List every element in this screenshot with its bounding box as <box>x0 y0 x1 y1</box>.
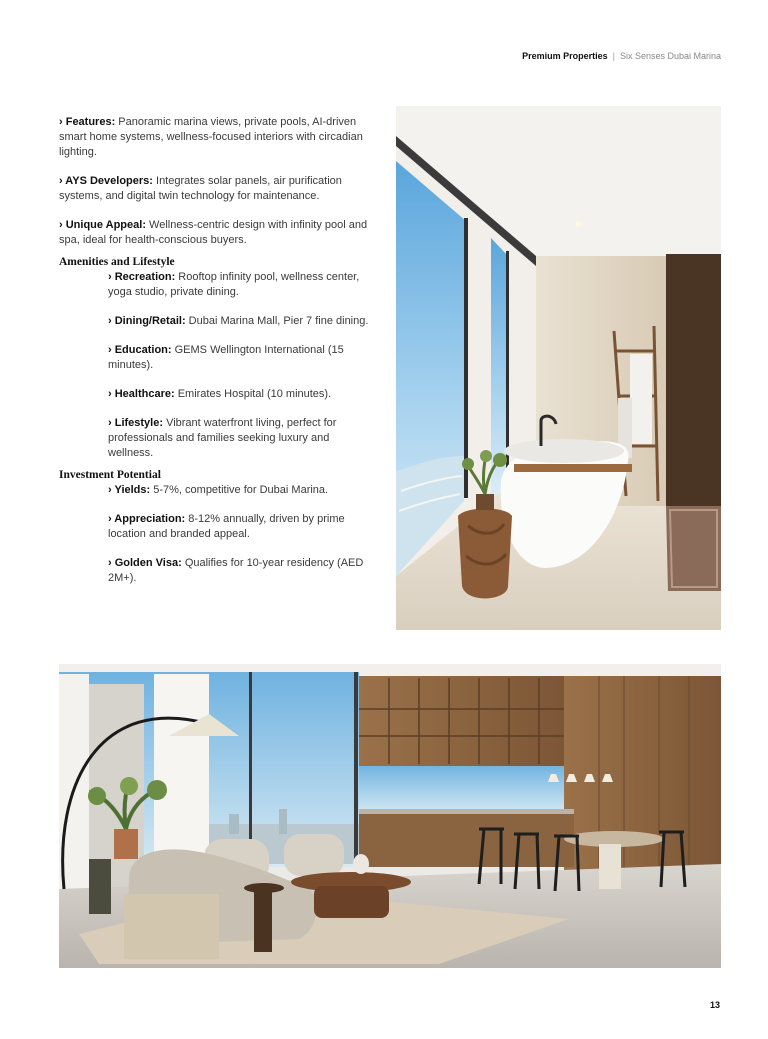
item-label: › Healthcare: <box>108 388 175 400</box>
developer-paragraph <box>59 174 371 204</box>
bathroom-photo <box>396 106 721 630</box>
item-label: › Yields: <box>108 484 151 496</box>
amenities-list <box>59 270 371 461</box>
feature-label: › Features: <box>59 116 116 128</box>
living-room-illustration <box>59 664 721 968</box>
appeal-paragraph <box>59 218 371 248</box>
item-text: 8-12% annually, driven by prime location and branded appeal. <box>108 513 345 540</box>
item-text: 5-7%, competitive for Dubai Marina. <box>150 484 329 496</box>
developer-label: › AYS Developers: <box>59 175 153 187</box>
list-item <box>108 416 371 461</box>
running-header <box>522 51 721 61</box>
item-label: › Golden Visa: <box>108 557 182 569</box>
header-project: Six Senses Dubai Marina <box>619 51 721 61</box>
text-column <box>59 115 371 600</box>
appeal-label: › Unique Appeal: <box>59 219 146 231</box>
feature-paragraph <box>59 115 371 160</box>
page-number: 13 <box>709 1000 720 1010</box>
item-label: › Dining/Retail: <box>108 315 186 327</box>
feature-text: Panoramic marina views, private pools, AI-driven smart home systems, wellness-focused interiors with circadian lighting. <box>59 116 363 158</box>
item-text: Emirates Hospital (10 minutes). <box>174 388 332 400</box>
header-brand: Premium Properties <box>522 51 608 61</box>
item-text: Rooftop infinity pool, wellness center, yoga studio, private dining. <box>108 271 360 298</box>
item-text: Dubai Marina Mall, Pier 7 fine dining. <box>185 315 369 327</box>
item-label: › Appreciation: <box>108 513 186 525</box>
list-item <box>108 556 371 586</box>
developer-text: Integrates solar panels, air purification systems, and digital twin technology for maintenance. <box>59 175 342 202</box>
item-label: › Lifestyle: <box>108 417 164 429</box>
item-text: Vibrant waterfront living, perfect for professionals and families seeking luxury and wellness. <box>108 417 337 459</box>
investment-heading: Investment Potential <box>59 469 161 481</box>
header-separator: | <box>612 51 615 61</box>
item-text: Qualifies for 10-year residency (AED 2M+). <box>108 557 364 584</box>
item-text: GEMS Wellington International (15 minutes). <box>108 344 344 371</box>
list-item <box>108 512 371 542</box>
list-item <box>108 343 371 373</box>
living-room-photo <box>59 664 721 968</box>
bathroom-illustration <box>396 106 721 630</box>
investment-list <box>59 483 371 586</box>
list-item <box>108 387 371 402</box>
list-item <box>108 314 371 329</box>
amenities-heading: Amenities and Lifestyle <box>59 256 175 268</box>
item-label: › Education: <box>108 344 172 356</box>
list-item <box>108 483 371 498</box>
appeal-text: Wellness-centric design with infinity pool and spa, ideal for health-conscious buyers. <box>59 219 368 246</box>
item-label: › Recreation: <box>108 271 176 283</box>
list-item <box>108 270 371 300</box>
